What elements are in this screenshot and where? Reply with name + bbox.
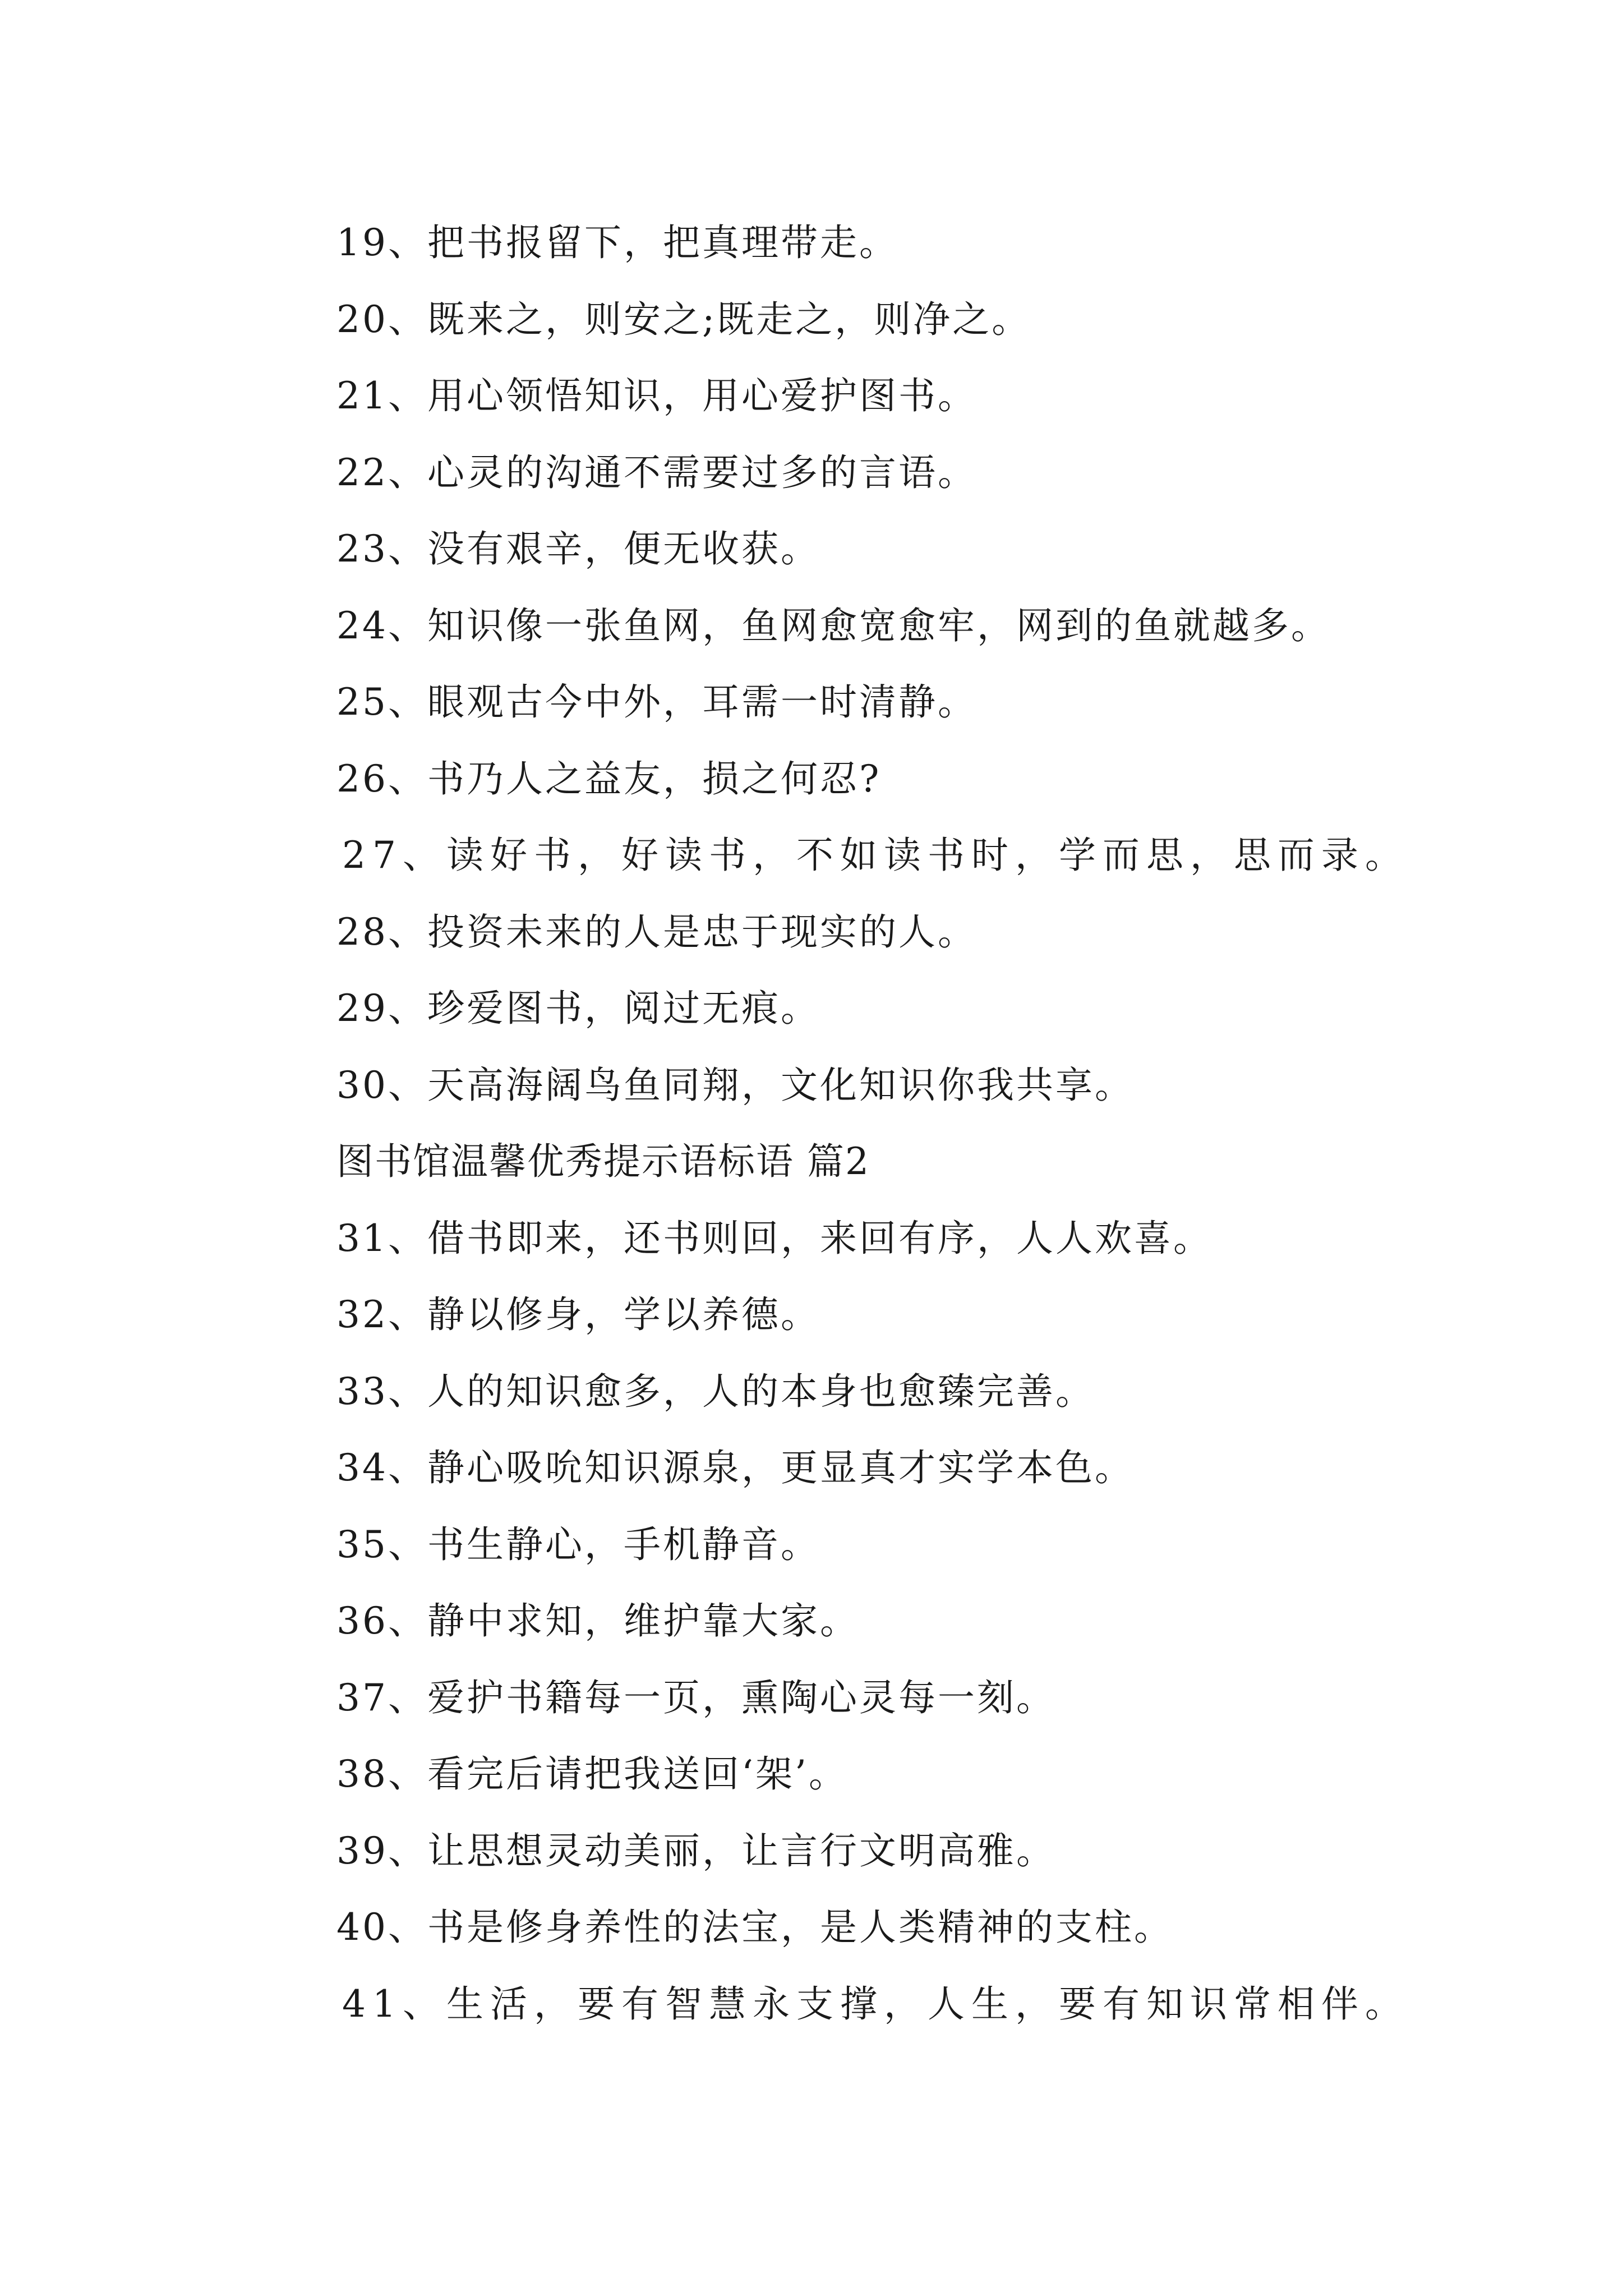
list-item: 31、借书即来，还书则回，来回有序，人人欢喜。 [336, 1216, 1212, 1260]
list-item: 25、眼观古今中外，耳需一时清静。 [336, 680, 977, 724]
list-item: 41、生活，要有智慧永支撑，人生，要有知识常相伴。 [342, 1982, 1409, 2026]
list-item: 35、书生静心，手机静音。 [336, 1522, 820, 1566]
list-item: 23、没有艰辛，便无收获。 [336, 527, 820, 570]
list-item: 37、爱护书籍每一页，熏陶心灵每一刻。 [336, 1676, 1055, 1719]
section-heading: 图书馆温馨优秀提示语标语 篇2 [336, 1140, 870, 1183]
list-item: 27、读好书，好读书，不如读书时，学而思，思而录。 [342, 834, 1409, 877]
list-item: 19、把书报留下，把真理带走。 [336, 221, 898, 264]
list-item: 38、看完后请把我送回‘架’。 [336, 1752, 848, 1796]
list-item: 39、让思想灵动美丽，让言行文明高雅。 [336, 1829, 1055, 1872]
list-item: 26、书乃人之益友，损之何忍? [336, 757, 882, 800]
list-item: 30、天高海阔鸟鱼同翔，文化知识你我共享。 [336, 1063, 1134, 1107]
list-item: 34、静心吸吮知识源泉，更显真才实学本色。 [336, 1446, 1134, 1489]
list-item: 29、珍爱图书，阅过无痕。 [336, 987, 820, 1030]
list-item: 24、知识像一张鱼网，鱼网愈宽愈牢，网到的鱼就越多。 [336, 604, 1330, 647]
list-item: 28、投资未来的人是忠于现实的人。 [336, 910, 977, 954]
list-item: 20、既来之，则安之;既走之，则净之。 [336, 297, 1031, 341]
list-item: 40、书是修身养性的法宝，是人类精神的支柱。 [336, 1906, 1173, 1949]
list-item: 21、用心领悟知识，用心爱护图书。 [336, 374, 977, 417]
list-item: 32、静以修身，学以养德。 [336, 1293, 820, 1336]
list-item: 33、人的知识愈多，人的本身也愈臻完善。 [336, 1369, 1095, 1413]
list-item: 36、静中求知，维护靠大家。 [336, 1599, 859, 1642]
text-body [336, 205, 1514, 2042]
list-item: 22、心灵的沟通不需要过多的言语。 [336, 450, 977, 494]
